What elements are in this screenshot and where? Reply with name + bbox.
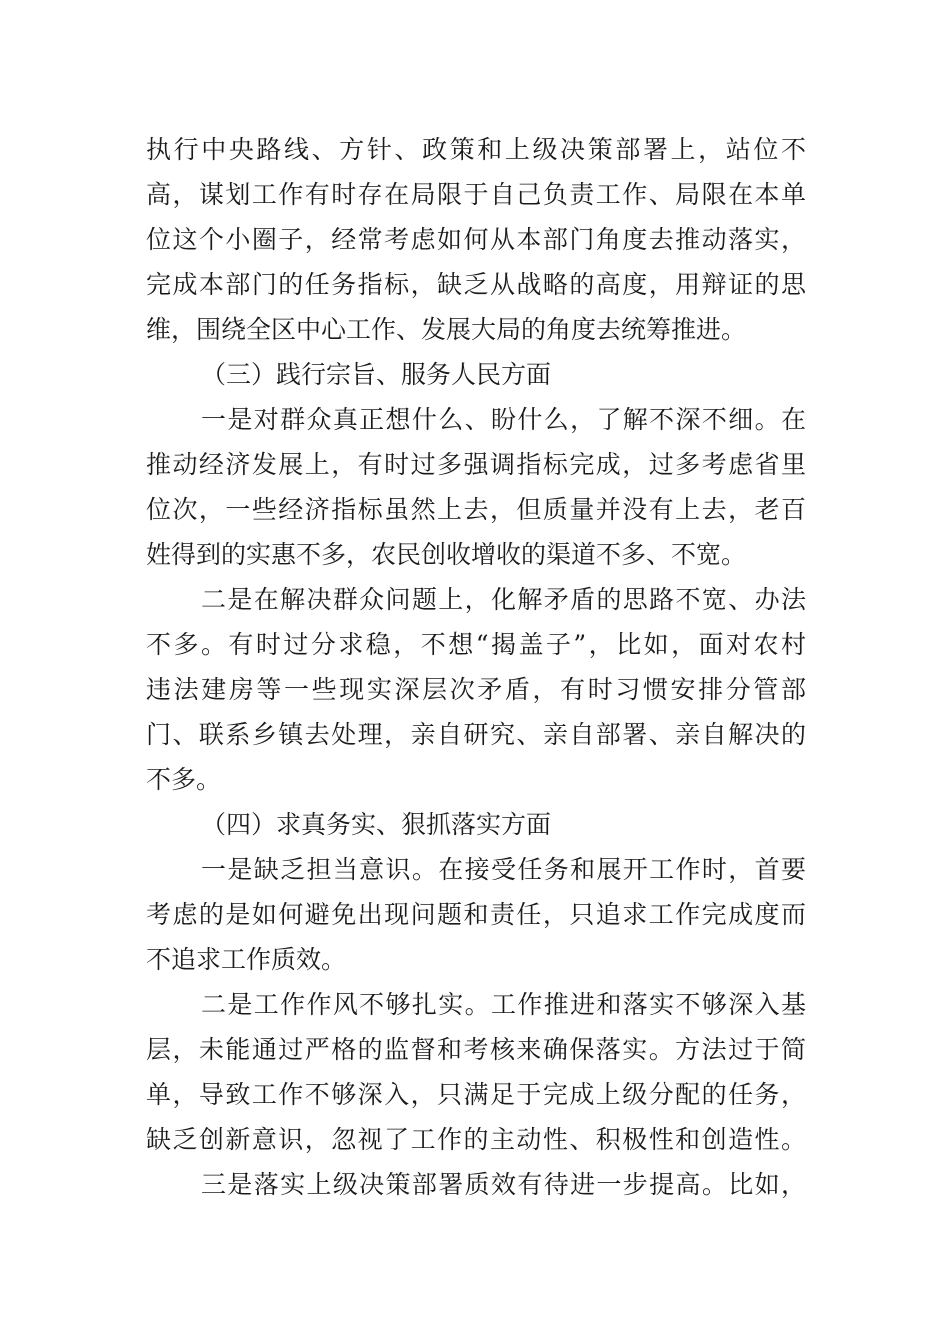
body-line: 三是落实上级决策部署质效有待进一步提高。比如， <box>201 1170 806 1199</box>
body-line: 完成本部门的任务指标，缺乏从战略的高度，用辩证的思 <box>146 270 806 299</box>
body-line: 门、联系乡镇去处理，亲自研究、亲自部署、亲自解决的 <box>146 720 806 749</box>
body-line: 不多。 <box>146 765 222 794</box>
body-line: 考虑的是如何避免出现问题和责任，只追求工作完成度而 <box>146 900 806 929</box>
section-heading-4: （四）求真务实、狠抓落实方面 <box>201 810 552 839</box>
body-line: 一是对群众真正想什么、盼什么，了解不深不细。在 <box>201 405 806 434</box>
document-body <box>146 127 806 1207</box>
body-line: 违法建房等一些现实深层次矛盾，有时习惯安排分管部 <box>146 675 806 704</box>
body-line: 位这个小圈子，经常考虑如何从本部门角度去推动落实， <box>146 225 806 254</box>
body-line: 姓得到的实惠不多，农民创收增收的渠道不多、不宽。 <box>146 540 747 569</box>
body-line: 层，未能通过严格的监督和考核来确保落实。方法过于简 <box>146 1035 806 1064</box>
body-line: 执行中央路线、方针、政策和上级决策部署上，站位不 <box>146 135 806 164</box>
body-line: 维，围绕全区中心工作、发展大局的角度去统筹推进。 <box>146 315 747 344</box>
body-line: 高，谋划工作有时存在局限于自己负责工作、局限在本单 <box>146 180 806 209</box>
body-line: 一是缺乏担当意识。在接受任务和展开工作时，首要 <box>201 855 806 884</box>
body-line: 不多。有时过分求稳，不想“揭盖子”，比如，面对农村 <box>146 630 806 659</box>
body-line: 单，导致工作不够深入，只满足于完成上级分配的任务， <box>146 1080 806 1109</box>
body-line: 推动经济发展上，有时过多强调指标完成，过多考虑省里 <box>146 450 806 479</box>
body-line: 二是工作作风不够扎实。工作推进和落实不够深入基 <box>201 990 806 1019</box>
body-line: 不追求工作质效。 <box>146 945 347 974</box>
body-line: 位次，一些经济指标虽然上去，但质量并没有上去，老百 <box>146 495 806 524</box>
body-line: 二是在解决群众问题上，化解矛盾的思路不宽、办法 <box>201 585 806 614</box>
body-line: 缺乏创新意识，忽视了工作的主动性、积极性和创造性。 <box>146 1125 806 1154</box>
section-heading-3: （三）践行宗旨、服务人民方面 <box>201 360 552 389</box>
